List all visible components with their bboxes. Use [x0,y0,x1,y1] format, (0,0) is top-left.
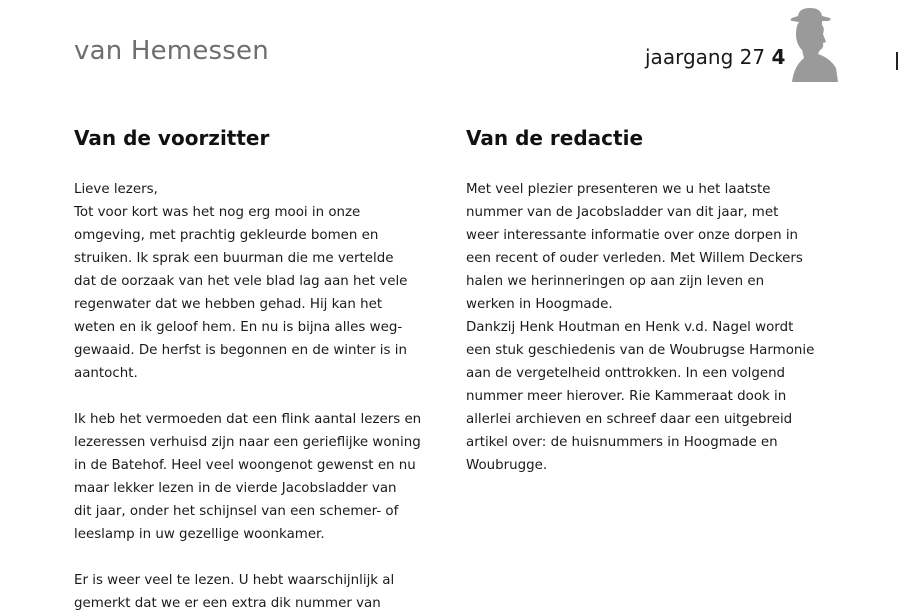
text-line: halen we herinneringen op aan zijn leven en [466,274,765,289]
text-line: gemerkt dat we er een extra dik nummer van [74,596,381,611]
editorial-heading: Van de redactie [466,126,644,150]
text-line: regenwater dat we hebben gehad. Hij kan het [74,297,383,312]
text-line: leeslamp in uw gezellige woonkamer. [74,527,325,542]
text-line: nummer meer hierover. Rie Kammeraat dook in [466,389,787,404]
text-line: Ik heb het vermoeden dat een flink aantal lezers en [74,412,422,427]
text-line: een stuk geschiedenis van de Woubrugse Harmonie [466,343,815,358]
text-line: lezeressen verhuisd zijn naar een gerieflijke woning [74,435,421,450]
chairman-column [74,126,434,615]
text-line: Tot voor kort was het nog erg mooi in onze [74,205,361,220]
text-line: een recent of ouder verleden. Met Willem Deckers [466,251,803,266]
text-line: aan de vergetelheid onttrokken. In een volgend [466,366,786,381]
text-line: gewaaid. De herfst is begonnen en de winter is in [74,343,407,358]
issue-label [645,45,785,69]
text-line: Er is weer veel te lezen. U hebt waarschijnlijk al [74,573,395,588]
text-line: artikel over: de huisnummers in Hoogmade en [466,435,778,450]
text-line: weten en ik geloof hem. En nu is bijna alles weg- [74,320,403,335]
text-line: Lieve lezers, [74,182,158,197]
text-line: dit jaar, onder het schijnsel van een schemer- of [74,504,399,519]
text-line: weer interessante informatie over onze dorpen in [466,228,799,243]
margin-marker [896,52,898,70]
man-with-hat-silhouette-icon [784,6,838,82]
text-line: omgeving, met prachtig gekleurde bomen en [74,228,379,243]
text-line: Dankzij Henk Houtman en Henk v.d. Nagel wordt [466,320,794,335]
text-line: nummer van de Jacobsladder van dit jaar, met [466,205,779,220]
text-line: dat de oorzaak van het vele blad lag aan het vele [74,274,408,289]
running-head-title: van Hemessen [74,36,269,66]
text-line: Woubrugge. [466,458,548,473]
text-line: in de Batehof. Heel veel woongenot gewenst en nu [74,458,416,473]
chairman-heading: Van de voorzitter [74,126,270,150]
editorial-column [466,126,826,477]
volume-label: jaargang 27 [645,45,766,69]
page-number: 4 [771,45,786,69]
text-line: allerlei archieven en schreef daar een uitgebreid [466,412,793,427]
text-line: Met veel plezier presenteren we u het laatste [466,182,771,197]
text-line: struiken. Ik sprak een buurman die me vertelde [74,251,394,266]
text-line: aantocht. [74,366,138,381]
text-line: werken in Hoogmade. [466,297,613,312]
text-line: maar lekker lezen in de vierde Jacobsladder van [74,481,397,496]
